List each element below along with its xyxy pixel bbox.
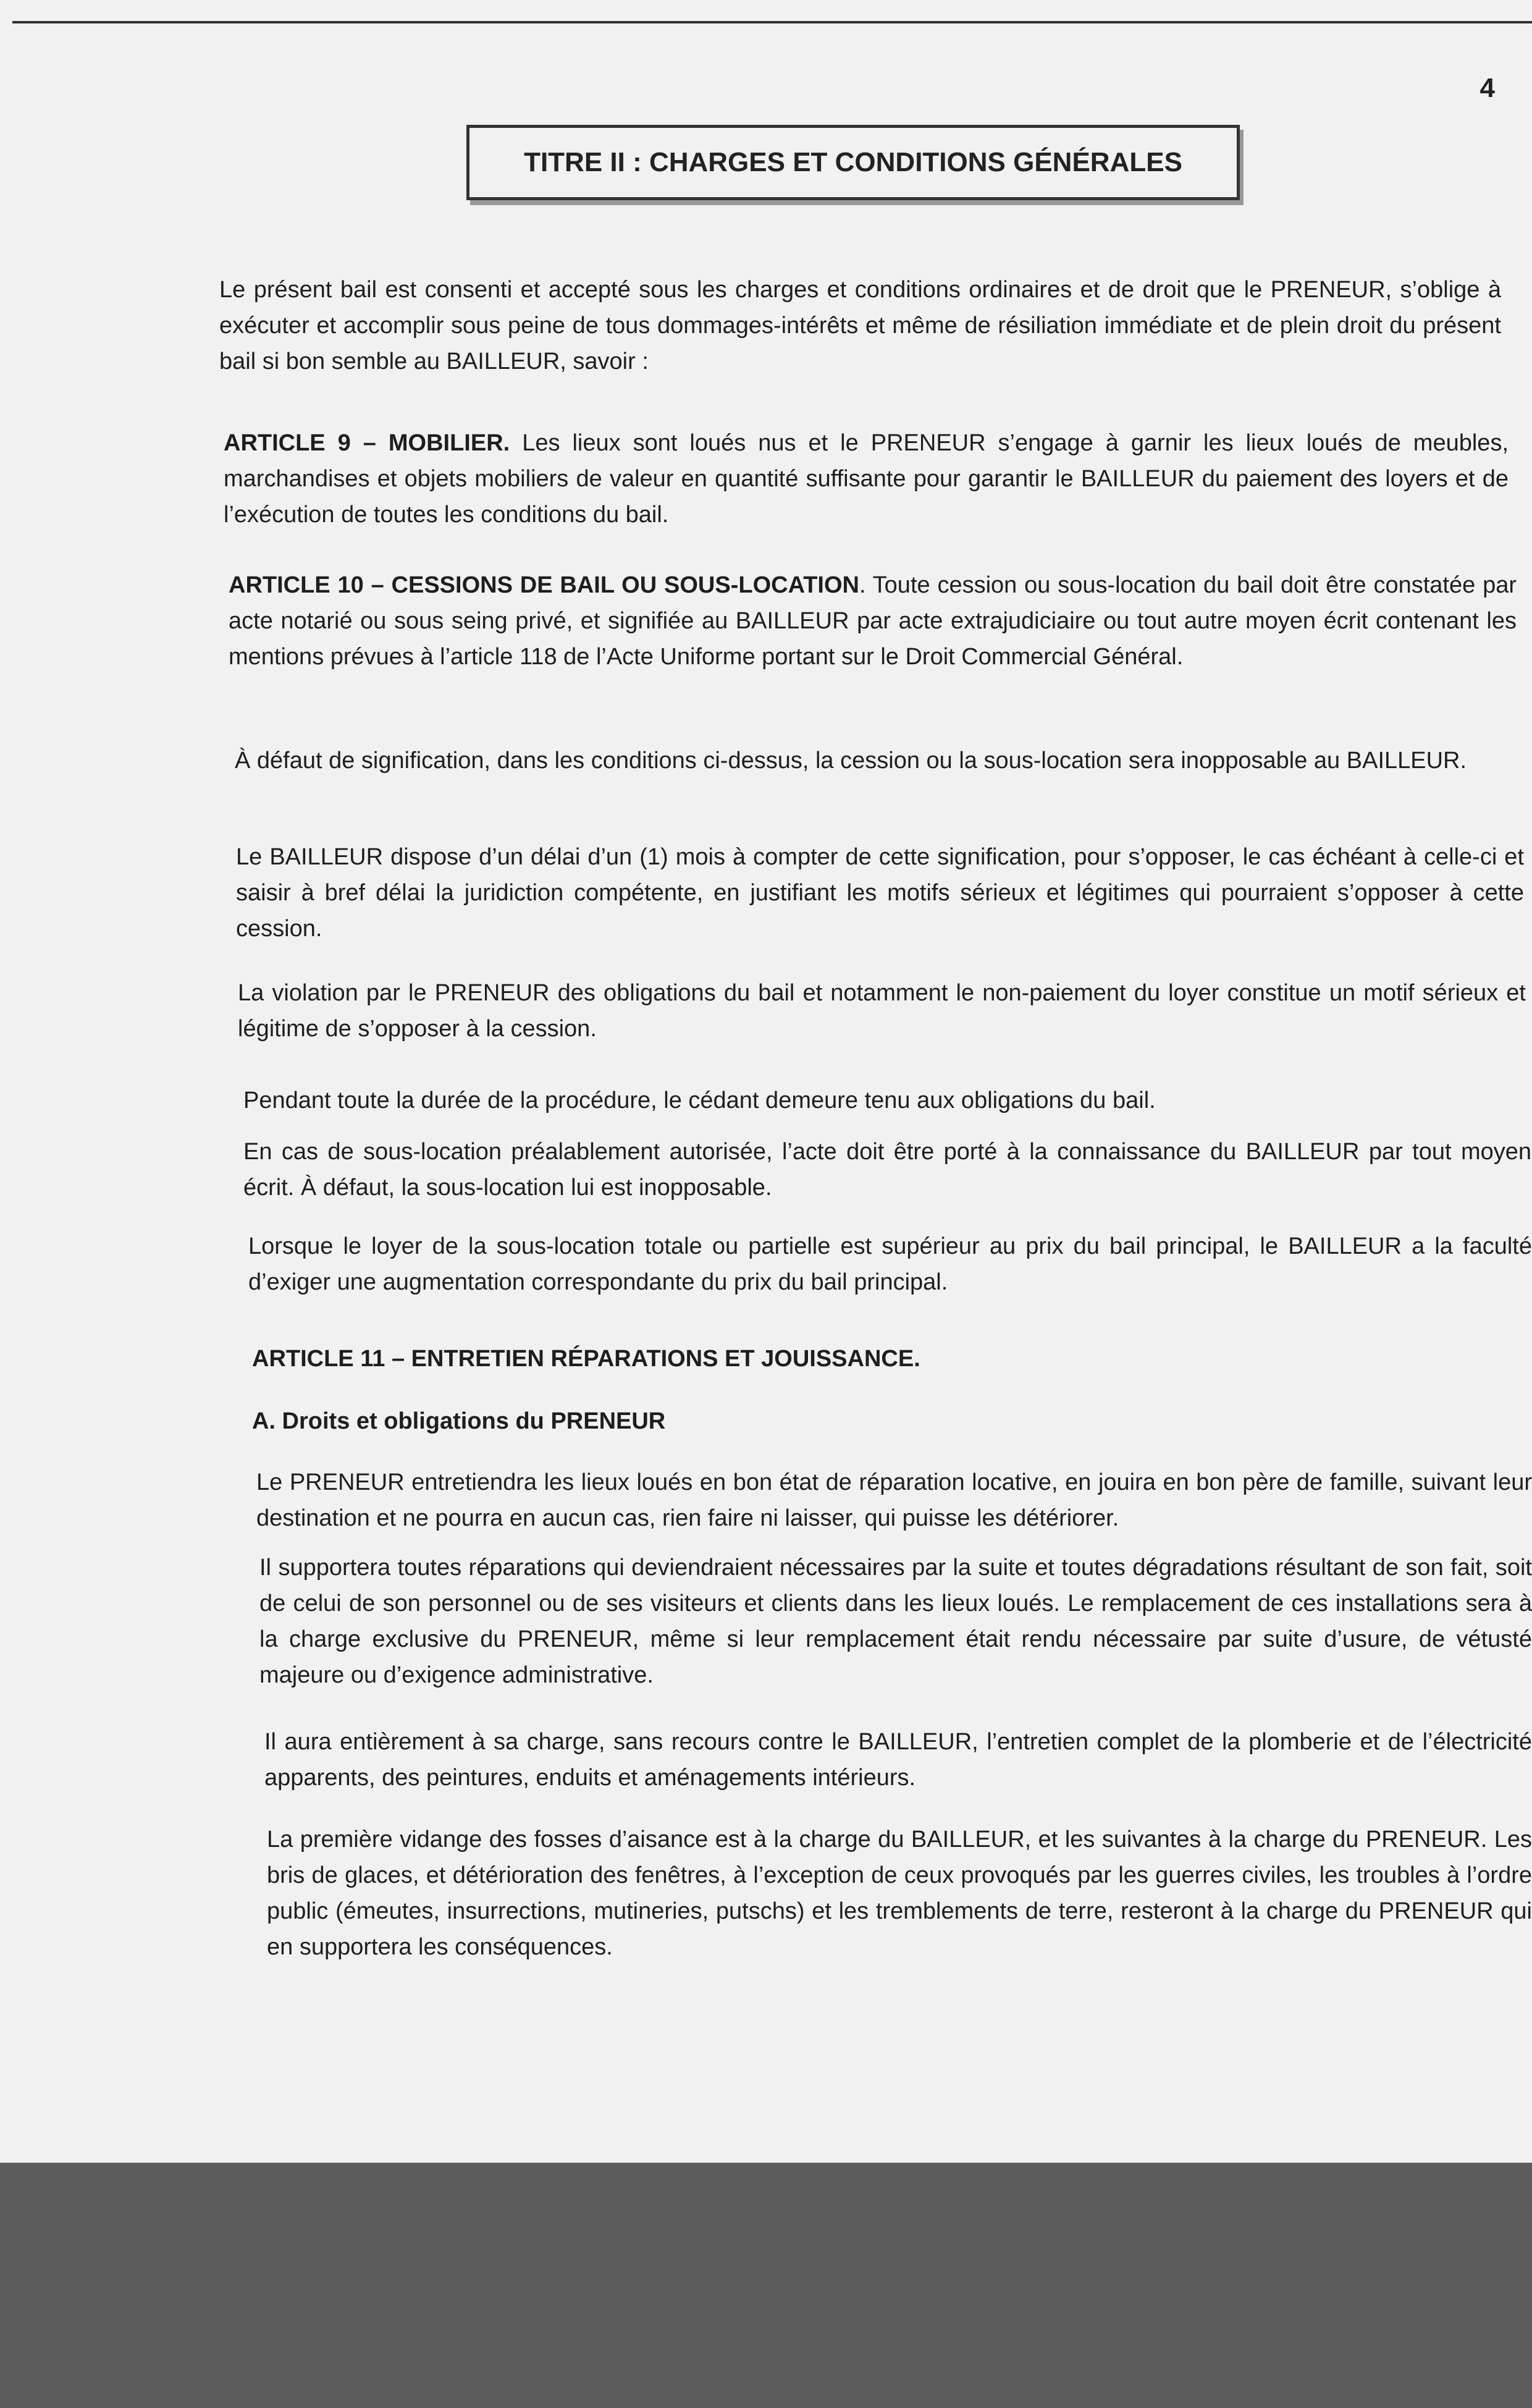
article-10-paragraph — [229, 567, 1517, 675]
article-9-heading: ARTICLE 9 – MOBILIER. — [224, 430, 510, 456]
intro-paragraph: Le présent bail est consenti et accepté sous les charges et conditions ordinaires et de droit que le PRENEUR, s’oblige à exécuter et accomplir sous peine de tous dommages-intérêts et même de résiliation immédiate et de plein droit du présent bail si bon semble au BAILLEUR, savoir : — [219, 277, 1501, 374]
scanner-background — [0, 2163, 1532, 2408]
article-9-text: Les lieux sont loués nus et le PRENEUR s’engage à garnir les lieux loués de meubles, marchandises et objets mobiliers de valeur en quantité suffisante pour garantir le BAILLEUR du paiement des loyers et de l’exécution de toutes les conditions du bail. — [224, 430, 1509, 528]
article-10-heading: ARTICLE 10 – CESSIONS DE BAIL OU SOUS-LOCATION — [229, 572, 859, 598]
article-11-p3: Il aura entièrement à sa charge, sans recours contre le BAILLEUR, l’entretien complet de la plomberie et de l’électricité apparents, des peintures, enduits et aménagements intérieurs. — [264, 1729, 1532, 1791]
article-10-text: . Toute cession ou sous-location du bail doit être constatée par acte notarié ou sous seing privé, et signifiée au BAILLEUR par acte extrajudiciaire ou tout autre moyen écrit contenant les mentions prévues à l’article 118 de l’Acte Uniforme portant sur le Droit Commercial Général. — [229, 572, 1517, 670]
article-11-subheading: A. Droits et obligations du PRENEUR — [252, 1408, 666, 1434]
article-11-heading: ARTICLE 11 – ENTRETIEN RÉPARATIONS ET JOUISSANCE. — [252, 1346, 920, 1372]
article-11-p2: Il supportera toutes réparations qui deviendraient nécessaires par la suite et toutes dégradations résultant de son fait, soit de celui de son personnel ou de ses visiteurs et clients dans les lieux loués. Le remplacement de ces installations sera à la charge exclusive du PRENEUR, même si leur remplacement était rendu nécessaire par suite d’usure, de vétusté majeure ou d’exigence administrative. — [259, 1555, 1532, 1688]
article-11-p1: Le PRENEUR entretiendra les lieux loués en bon état de réparation locative, en jouira en bon père de famille, suivant leur destination et ne pourra en aucun cas, rien faire ni laisser, qui puisse les détériorer. — [256, 1469, 1532, 1531]
article-10-p7: Lorsque le loyer de la sous-location totale ou partielle est supérieur au prix du bail principal, le BAILLEUR a la faculté d’exiger une augmentation correspondante du prix du bail principal. — [248, 1233, 1532, 1295]
article-11-p4: La première vidange des fosses d’aisance est à la charge du BAILLEUR, et les suivantes à la charge du PRENEUR. Les bris de glaces, et détérioration des fenêtres, à l’exception de ceux provoqués par les guerres civiles, les troubles à l’ordre public (émeutes, insurrections, mutineries, putschs) et les tremblements de terre, resteront à la charge du PRENEUR qui en supportera les conséquences. — [267, 1827, 1532, 1960]
article-10-p6: En cas de sous-location préalablement autorisée, l’acte doit être porté à la connaissance du BAILLEUR par tout moyen écrit. À défaut, la sous-location lui est inopposable. — [243, 1139, 1531, 1201]
article-10-p5: Pendant toute la durée de la procédure, le cédant demeure tenu aux obligations du bail. — [243, 1088, 1156, 1113]
article-9-paragraph — [224, 425, 1509, 533]
title-box — [466, 125, 1240, 200]
page-title: TITRE II : CHARGES ET CONDITIONS GÉNÉRALES — [524, 147, 1182, 177]
article-10-p3: Le BAILLEUR dispose d’un délai d’un (1) mois à compter de cette signification, pour s’opposer, le cas échéant à celle-ci et saisir à bref délai la juridiction compétente, en justifiant les motifs sérieux et légitimes qui pourraient s’opposer à cette cession. — [236, 844, 1524, 942]
article-10-p2: À défaut de signification, dans les conditions ci-dessus, la cession ou la sous-location sera inopposable au BAILLEUR. — [235, 748, 1467, 774]
page-number: 4 — [1479, 73, 1495, 103]
top-rule — [12, 21, 1532, 23]
article-10-p4: La violation par le PRENEUR des obligations du bail et notamment le non-paiement du loyer constitue un motif sérieux et légitime de s’opposer à la cession. — [238, 980, 1526, 1042]
